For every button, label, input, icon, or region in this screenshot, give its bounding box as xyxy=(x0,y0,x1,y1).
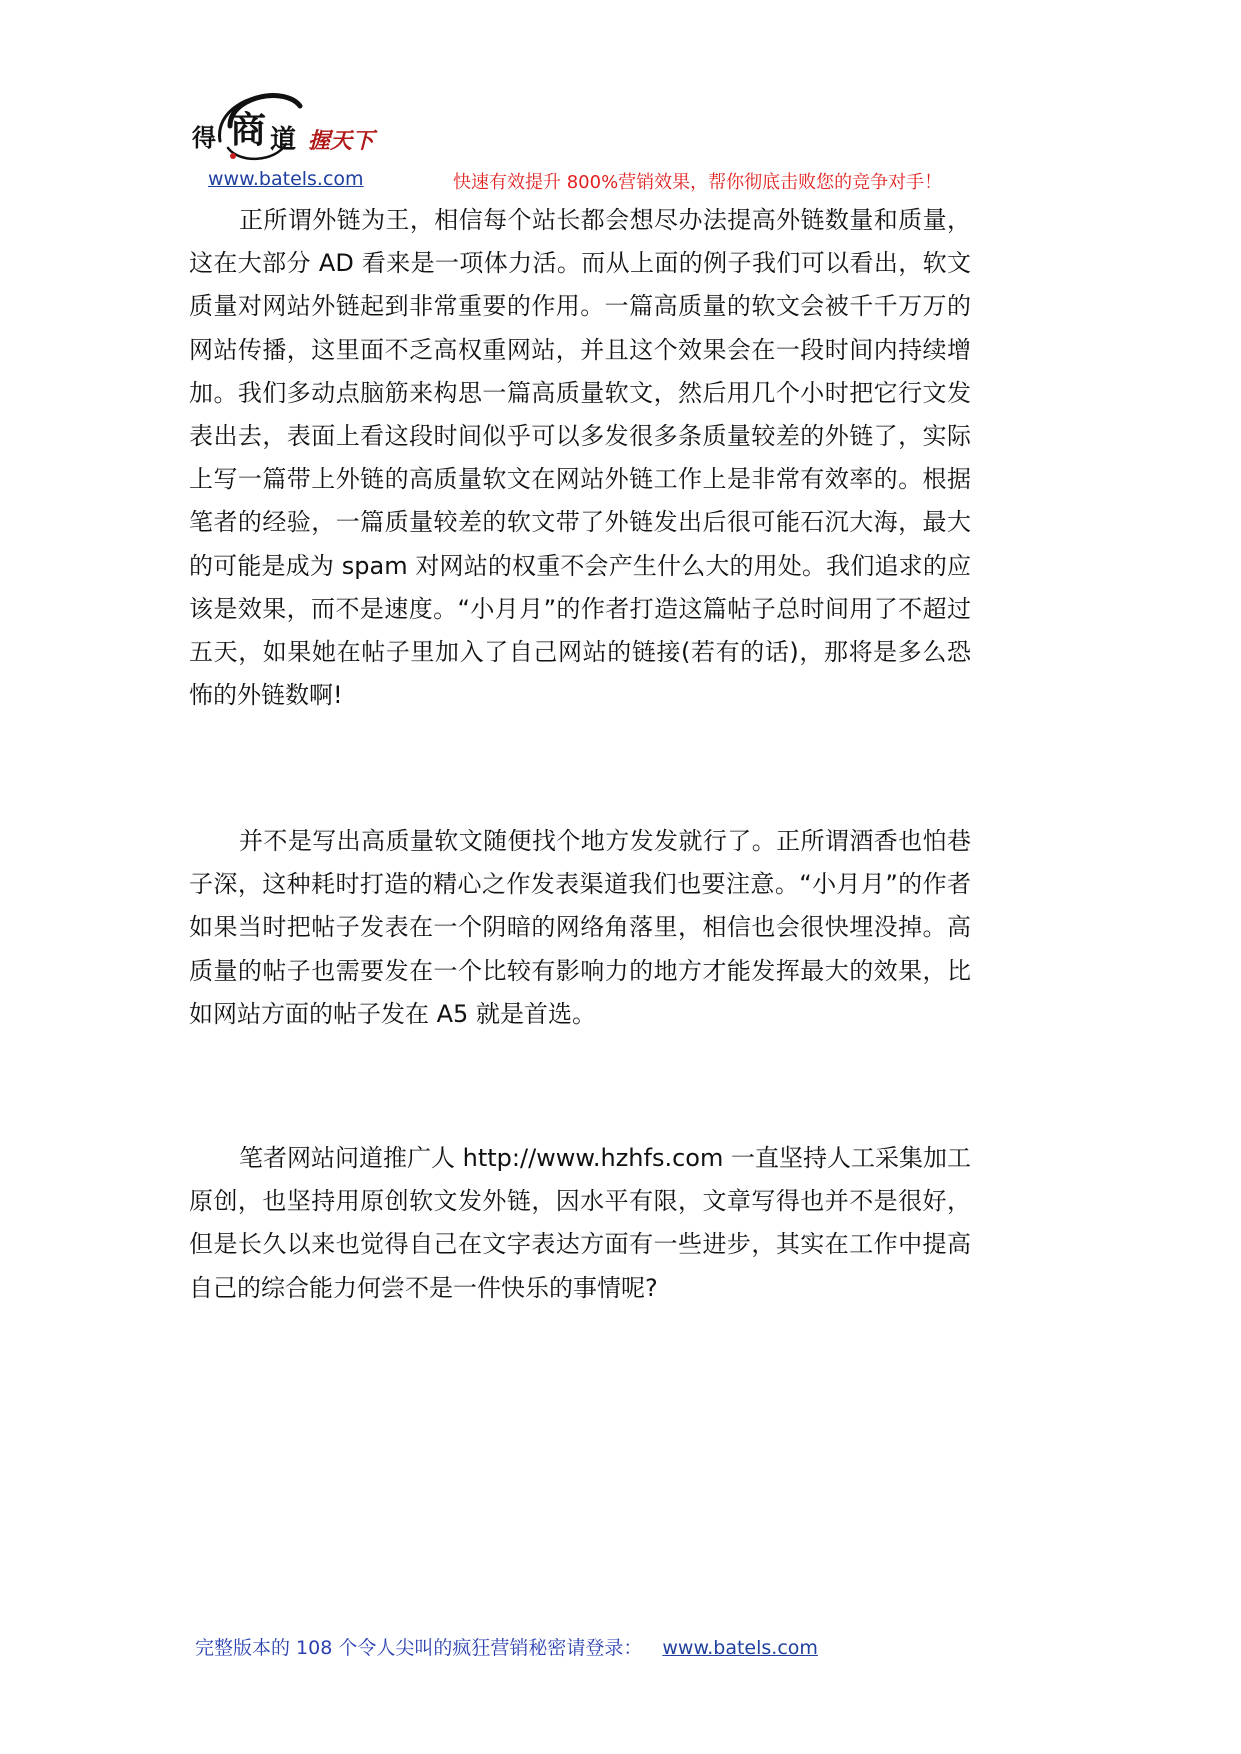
footer xyxy=(195,1633,818,1660)
header-site-link[interactable]: www.batels.com xyxy=(208,168,364,190)
footer-site-link[interactable]: www.batels.com xyxy=(662,1637,818,1659)
logo-slogan: 握天下 xyxy=(308,128,375,154)
logo-char-dao: 道 xyxy=(270,125,297,155)
footer-text: 完整版本的 108 个令人尖叫的疯狂营销秘密请登录： xyxy=(195,1637,643,1659)
logo-char-shang: 商 xyxy=(230,109,267,151)
logo xyxy=(190,86,400,166)
paragraph-2: 并不是写出高质量软文随便找个地方发发就行了。正所谓酒香也怕巷子深，这种耗时打造的精心之作发表渠道我们也要注意。“小月月”的作者如果当时把帖子发表在一个阴暗的网络角落里，相信也会很快埋没掉。高质量的帖子也需要发在一个比较有影响力的地方才能发挥最大的效果，比如网站方面的帖子发在 A5 就是首选。 xyxy=(189,827,971,1028)
logo-char-de: 得 xyxy=(192,123,216,152)
header-tagline: 快速有效提升 800%营销效果，帮你彻底击败您的竞争对手！ xyxy=(453,172,943,193)
logo-emblem xyxy=(190,86,400,166)
paragraph-3: 笔者网站问道推广人 http://www.hzhfs.com 一直坚持人工采集加工原创，也坚持用原创软文发外链，因水平有限，文章写得也并不是很好，但是长久以来也觉得自己在文字表达方面有一些进步，其实在工作中提高自己的综合能力何尝不是一件快乐的事情呢? xyxy=(189,1144,971,1302)
paragraph-1: 正所谓外链为王，相信每个站长都会想尽办法提高外链数量和质量，这在大部分 AD 看来是一项体力活。而从上面的例子我们可以看出，软文质量对网站外链起到非常重要的作用。一篇高质量的软文会被千千万万的网站传播，这里面不乏高权重网站，并且这个效果会在一段时间内持续增加。我们多动点脑筋来构思一篇高质量软文，然后用几个小时把它行文发表出去，表面上看这段时间似乎可以多发很多条质量较差的外链了，实际上写一篇带上外链的高质量软文在网站外链工作上是非常有效率的。根据笔者的经验，一篇质量较差的软文带了外链发出后很可能石沉大海，最大的可能是成为 spam 对网站的权重不会产生什么大的用处。我们追求的应该是效果，而不是速度。“小月月”的作者打造这篇帖子总时间用了不超过五天，如果她在帖子里加入了自己网站的链接(若有的话)，那将是多么恐怖的外链数啊! xyxy=(189,206,971,710)
